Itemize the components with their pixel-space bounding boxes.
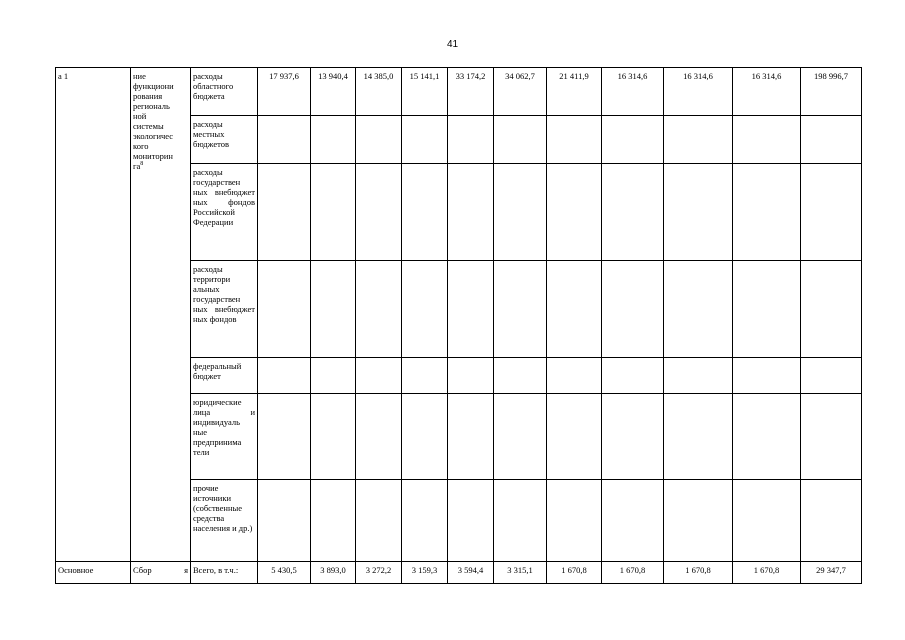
- year-value-cell: 1 670,8: [602, 562, 664, 584]
- year-value-cell: [547, 358, 602, 394]
- year-value-cell: [547, 116, 602, 164]
- year-value-cell: [448, 480, 494, 562]
- year-value-cell: [356, 164, 402, 261]
- year-value-cell: [356, 358, 402, 394]
- budget-table: [55, 67, 862, 584]
- activity-name-line: [133, 111, 188, 121]
- year-value-cell: [356, 394, 402, 480]
- activity-name-line: [133, 151, 188, 161]
- activity-name-text: региональ: [133, 101, 170, 111]
- year-value-cell: [448, 394, 494, 480]
- total-value-cell: [801, 164, 862, 261]
- activity-name-text: кого: [133, 141, 149, 151]
- year-value-cell: [402, 164, 448, 261]
- year-value-cell: 1 670,8: [664, 562, 733, 584]
- year-value-cell: [664, 480, 733, 562]
- activity-name-text: я: [184, 565, 188, 575]
- year-value-cell: [448, 164, 494, 261]
- year-value-cell: [602, 358, 664, 394]
- year-value-cell: [311, 261, 356, 358]
- year-value-cell: [494, 394, 547, 480]
- year-value-cell: [311, 394, 356, 480]
- year-value-cell: [733, 394, 801, 480]
- activity-name-text: мониторин: [133, 151, 173, 161]
- year-value-cell: [448, 261, 494, 358]
- activity-name-line: [133, 81, 188, 91]
- total-value-cell: [801, 261, 862, 358]
- funding-source-cell: прочие источники (собственные средства населения и др.): [191, 480, 258, 562]
- year-value-cell: [664, 394, 733, 480]
- activity-name-text: Сбор: [133, 565, 152, 575]
- funding-source-cell: расходы местных бюджетов: [191, 116, 258, 164]
- activity-name-text: га: [133, 161, 141, 171]
- activity-name-cell: [131, 562, 191, 584]
- year-value-cell: [258, 480, 311, 562]
- year-value-cell: [311, 116, 356, 164]
- year-value-cell: 21 411,9: [547, 68, 602, 116]
- year-value-cell: 34 062,7: [494, 68, 547, 116]
- activity-name-line: [133, 101, 188, 111]
- year-value-cell: [356, 116, 402, 164]
- year-value-cell: 3 159,3: [402, 562, 448, 584]
- activity-name-line: [133, 131, 188, 141]
- year-value-cell: [258, 164, 311, 261]
- table-row: [56, 562, 862, 584]
- year-value-cell: [448, 358, 494, 394]
- year-value-cell: [448, 116, 494, 164]
- funding-source-cell: юридические лица и индивидуаль ные предпринима тели: [191, 394, 258, 480]
- year-value-cell: 33 174,2: [448, 68, 494, 116]
- year-value-cell: 5 430,5: [258, 562, 311, 584]
- year-value-cell: [602, 164, 664, 261]
- year-value-cell: [547, 394, 602, 480]
- total-value-cell: [801, 480, 862, 562]
- activity-name-text: экологичес: [133, 131, 174, 141]
- year-value-cell: [402, 394, 448, 480]
- year-value-cell: [733, 480, 801, 562]
- activity-name-text: системы: [133, 121, 164, 131]
- year-value-cell: 16 314,6: [602, 68, 664, 116]
- year-value-cell: 3 594,4: [448, 562, 494, 584]
- activity-name-cell: [131, 68, 191, 562]
- year-value-cell: [258, 261, 311, 358]
- activity-name-line: [133, 161, 188, 171]
- year-value-cell: [311, 480, 356, 562]
- activity-code-cell: Основное: [56, 562, 131, 584]
- year-value-cell: 16 314,6: [733, 68, 801, 116]
- year-value-cell: [494, 358, 547, 394]
- year-value-cell: [547, 261, 602, 358]
- year-value-cell: [258, 394, 311, 480]
- year-value-cell: [547, 164, 602, 261]
- activity-name-line: [133, 91, 188, 101]
- activity-name-line: [133, 141, 188, 151]
- footnote-marker: 8: [140, 161, 144, 168]
- total-value-cell: [801, 358, 862, 394]
- year-value-cell: [664, 116, 733, 164]
- activity-name-line: [133, 121, 188, 131]
- year-value-cell: [356, 261, 402, 358]
- year-value-cell: [311, 164, 356, 261]
- activity-name-text: функциони: [133, 81, 174, 91]
- total-value-cell: [801, 394, 862, 480]
- year-value-cell: 16 314,6: [664, 68, 733, 116]
- year-value-cell: [733, 116, 801, 164]
- year-value-cell: [664, 164, 733, 261]
- year-value-cell: [602, 261, 664, 358]
- funding-source-cell: федеральный бюджет: [191, 358, 258, 394]
- total-value-cell: 29 347,7: [801, 562, 862, 584]
- year-value-cell: [664, 358, 733, 394]
- year-value-cell: [733, 358, 801, 394]
- year-value-cell: 17 937,6: [258, 68, 311, 116]
- year-value-cell: 15 141,1: [402, 68, 448, 116]
- year-value-cell: [402, 480, 448, 562]
- year-value-cell: 3 315,1: [494, 562, 547, 584]
- year-value-cell: [402, 261, 448, 358]
- year-value-cell: 3 272,2: [356, 562, 402, 584]
- year-value-cell: [494, 261, 547, 358]
- activity-name-line: [133, 71, 188, 81]
- year-value-cell: 14 385,0: [356, 68, 402, 116]
- total-value-cell: 198 996,7: [801, 68, 862, 116]
- year-value-cell: [402, 116, 448, 164]
- year-value-cell: [494, 164, 547, 261]
- year-value-cell: [402, 358, 448, 394]
- year-value-cell: [356, 480, 402, 562]
- funding-source-cell: расходы территори альных государствен ных внебюджет ных фондов: [191, 261, 258, 358]
- year-value-cell: [258, 358, 311, 394]
- funding-source-cell: расходы государствен ных внебюджет ных фондов Российской Федерации: [191, 164, 258, 261]
- year-value-cell: 1 670,8: [733, 562, 801, 584]
- activity-name-text: ной: [133, 111, 147, 121]
- year-value-cell: [602, 394, 664, 480]
- activity-code-cell: а 1: [56, 68, 131, 562]
- year-value-cell: [547, 480, 602, 562]
- year-value-cell: [602, 480, 664, 562]
- activity-name-text: ние: [133, 71, 146, 81]
- table-row: [56, 68, 862, 116]
- year-value-cell: 3 893,0: [311, 562, 356, 584]
- year-value-cell: [733, 164, 801, 261]
- total-value-cell: [801, 116, 862, 164]
- year-value-cell: [494, 480, 547, 562]
- year-value-cell: [602, 116, 664, 164]
- year-value-cell: [311, 358, 356, 394]
- year-value-cell: 13 940,4: [311, 68, 356, 116]
- funding-source-cell: расходы областного бюджета: [191, 68, 258, 116]
- page-number: 41: [446, 39, 459, 50]
- year-value-cell: [494, 116, 547, 164]
- year-value-cell: 1 670,8: [547, 562, 602, 584]
- funding-source-cell: Всего, в т.ч.:: [191, 562, 258, 584]
- year-value-cell: [664, 261, 733, 358]
- activity-name-text: рования: [133, 91, 163, 101]
- year-value-cell: [733, 261, 801, 358]
- year-value-cell: [258, 116, 311, 164]
